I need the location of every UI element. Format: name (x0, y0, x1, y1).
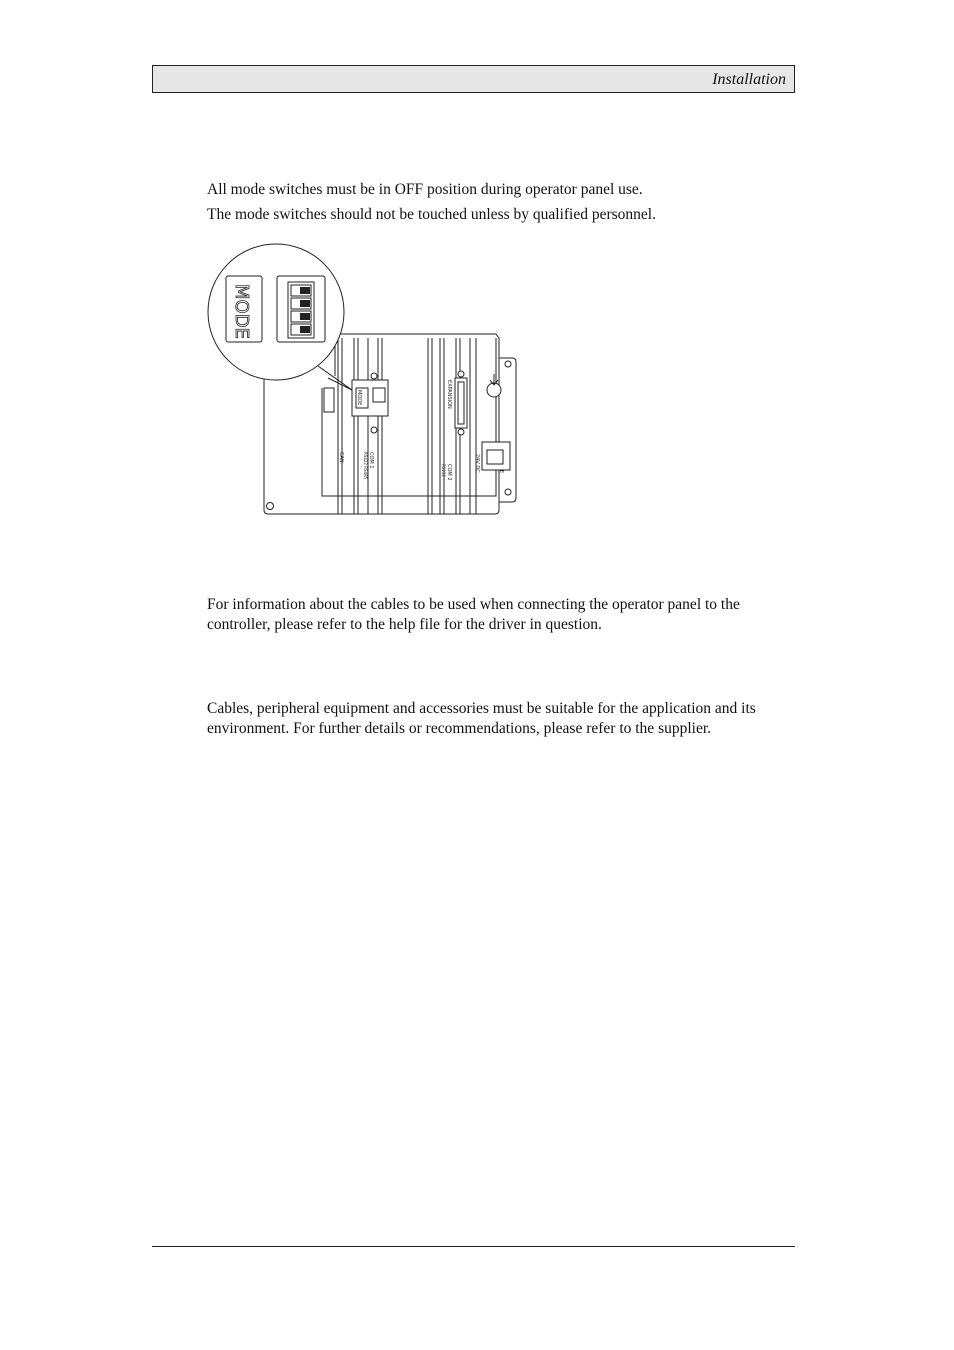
ethernet-label: E (498, 470, 504, 474)
power-label: 24V DC (474, 454, 480, 473)
screw-hole (267, 503, 274, 510)
page-header (152, 65, 795, 93)
footer-divider (152, 1246, 795, 1247)
com1-sub-label: RS422 RS485 (363, 452, 368, 480)
com2-label: COM 2 (446, 464, 452, 481)
can-label: CAN (338, 452, 344, 463)
mode-switch-figure (200, 238, 530, 520)
equipment-note-paragraph: Cables, peripheral equipment and accessories must be suitable for the application and its environment. For further details or recommendations, please refer to the supplier. (207, 700, 756, 737)
mode-switch-notice (207, 180, 767, 224)
notice-line-2: The mode switches should not be touched unless by qualified personnel. (207, 205, 656, 223)
com2-sub-label: RS232 (441, 464, 446, 477)
callout-mode-label: MODE (231, 284, 252, 339)
cable-info-paragraph: For information about the cables to be used when connecting the operator panel to the controller, please refer to the help file for the driver in question. (207, 596, 740, 633)
notice-line-1: All mode switches must be in OFF position during operator panel use. (207, 181, 643, 198)
expansion-label: EXPANSION (446, 380, 452, 409)
com1-label: COM 1 (368, 452, 374, 469)
section-title: Installation (712, 71, 786, 88)
panel-mode-label: MODE (356, 390, 362, 406)
